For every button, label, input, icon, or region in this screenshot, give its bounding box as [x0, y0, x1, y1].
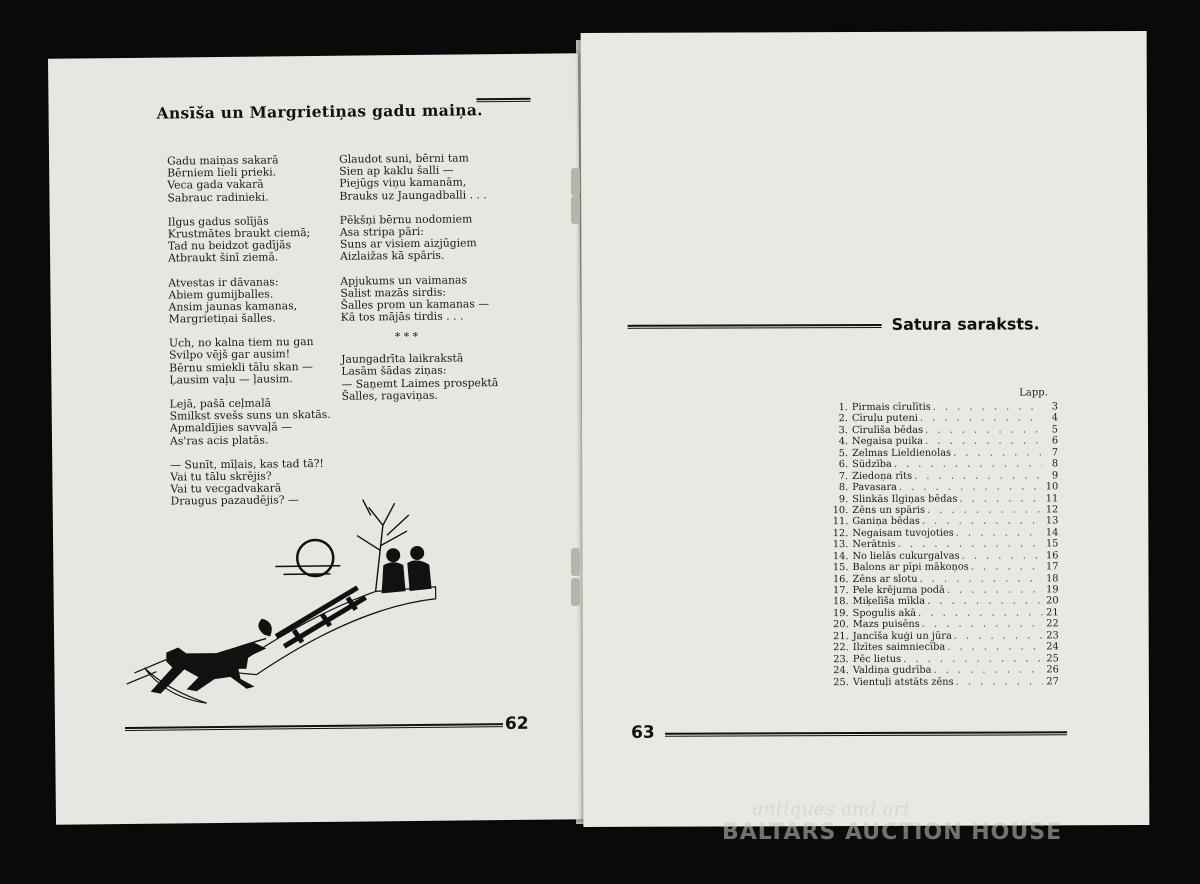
poem-line: Smilkst svešs suns un skatās.	[169, 408, 331, 423]
toc-entry	[830, 436, 1058, 448]
toc-entry	[831, 584, 1059, 596]
toc-entry	[830, 527, 1058, 539]
toc-entry-page: 21	[1046, 607, 1059, 619]
toc-entry-number: 1.	[838, 402, 848, 414]
poem-line: Tad nu beidzot gadījās	[167, 238, 292, 253]
poem-line: Šalles, ragaviņas.	[341, 388, 439, 403]
poem-line: Veca gada vakarā	[167, 177, 264, 192]
sled-dog-illustration	[125, 495, 447, 708]
toc-entry	[831, 630, 1059, 642]
toc-entry-page: 15	[1045, 538, 1059, 550]
toc-entry-number: 9.	[838, 493, 849, 505]
toc-entry-title: Cīrulīša bēdas	[851, 424, 924, 436]
stanza	[340, 274, 497, 324]
toc-entry	[830, 504, 1058, 516]
poem-line: Glaudot suni, bērni tam	[339, 151, 469, 166]
poem-line: As'ras acis platās.	[169, 433, 269, 448]
toc-page-header: Lapp.	[1019, 387, 1048, 399]
stanza	[170, 397, 331, 447]
toc-entry-page: 27	[1046, 675, 1059, 687]
toc-entry-title: No lielās cukurgalvas	[852, 550, 960, 562]
toc-entry-title: Valdiņa gudrība	[852, 664, 932, 677]
toc-entry-title: Mazs puisēns	[852, 619, 920, 631]
poem-line: — Sunīt, mīļais, kas tad tā?!	[170, 456, 324, 472]
poem-line: Gadu maiņas sakarā	[167, 153, 279, 168]
toc-entry-page: 12	[1045, 504, 1059, 516]
footer-rule	[125, 723, 503, 731]
toc-entry-title: Balons ar pīpi mākoņos	[852, 561, 969, 574]
stanza	[168, 275, 329, 325]
toc-leader-dots	[922, 516, 1042, 528]
toc-entry	[831, 653, 1059, 665]
toc-entry	[830, 447, 1058, 459]
poem-line: Bērnu smiekli tālu skan —	[169, 359, 313, 375]
poem-line: Vai tu vecgadvakarā	[170, 481, 282, 496]
toc-entry-page: 14	[1045, 527, 1059, 539]
sun-icon	[297, 540, 333, 576]
toc-entry-number: 3.	[838, 424, 849, 436]
toc-entry	[830, 470, 1058, 482]
toc-leader-dots	[918, 607, 1043, 619]
toc-entry-page: 6	[1051, 435, 1059, 447]
toc-entry-title: Pele krējuma podā	[852, 584, 945, 597]
toc-leader-dots	[947, 642, 1043, 654]
poem-line: Asa stripa pāri:	[339, 224, 424, 239]
toc-leader-dots	[933, 401, 1042, 413]
page-number: 62	[504, 713, 529, 735]
toc-entry-number: 5.	[838, 447, 849, 459]
toc-entry-page: 11	[1045, 492, 1059, 504]
toc-leader-dots	[925, 424, 1042, 436]
toc-entry	[830, 539, 1058, 551]
right-page	[581, 31, 1150, 827]
asterisk-divider: * * *	[394, 330, 419, 344]
toc-entry-title: Pēc lietus	[852, 653, 902, 665]
toc-entry-page: 18	[1046, 572, 1059, 584]
toc-entry-title: Miķelīša mīkla	[852, 596, 926, 608]
toc-entry-page: 5	[1051, 424, 1059, 436]
toc-entry-title: Negaisam tuvojoties	[852, 527, 954, 539]
toc-entry-number: 19.	[833, 607, 849, 619]
toc-entry-number: 16.	[832, 573, 849, 585]
poem-line: Svilpo vējš gar ausim!	[169, 347, 291, 362]
toc-entry-number: 24.	[833, 665, 849, 677]
toc-entry	[831, 642, 1059, 654]
stanza	[339, 152, 496, 202]
toc-entry-page: 13	[1045, 515, 1059, 527]
staple	[571, 168, 580, 196]
toc-leader-dots	[959, 493, 1042, 505]
toc-leader-dots	[920, 413, 1042, 425]
toc-entry	[830, 493, 1058, 505]
toc-entry-number: 6.	[838, 459, 849, 471]
poem-line: Draugus pazaudējis? —	[170, 493, 299, 508]
toc-leader-dots	[922, 619, 1043, 631]
toc-entry	[830, 401, 1058, 413]
toc-entry-number: 23.	[833, 653, 849, 665]
poem-line: Sien ap kaklu šalli —	[339, 163, 454, 178]
toc-entry-title: Zēns un spāris	[852, 504, 926, 516]
toc-leader-dots	[894, 459, 1042, 471]
toc-entry-page: 26	[1046, 664, 1059, 676]
poem-line: Ilgus gadus solījās	[167, 214, 269, 229]
toc-entry-title: Slinkās Ilgiņas bēdas	[852, 493, 958, 505]
poem-line: Apjukums un vaimanas	[340, 272, 468, 288]
toc-entry-title: Pirmais cīrulītis	[851, 401, 931, 414]
toc-entry-page: 4	[1051, 412, 1058, 424]
toc-leader-dots	[933, 664, 1042, 676]
poem-line: Atbraukt šinī ziemā.	[168, 250, 279, 265]
toc-entry-page: 19	[1046, 584, 1059, 596]
toc-entry-number: 25.	[833, 676, 849, 688]
poem-line: Uch, no kalna tiem nu gan	[168, 335, 314, 350]
toc-entry	[831, 619, 1059, 631]
poem-line: Atvestas ir dāvanas:	[168, 274, 279, 290]
toc-title-rule	[628, 324, 882, 329]
page-number: 63	[631, 722, 655, 743]
toc-entry-number: 15.	[832, 562, 849, 574]
toc-leader-dots	[914, 470, 1042, 482]
toc-entry-number: 18.	[832, 596, 849, 608]
toc-entry-number: 7.	[838, 470, 849, 482]
toc-entry-number: 2.	[838, 413, 848, 425]
toc-leader-dots	[903, 653, 1043, 665]
toc-entry-title: Pavasara	[852, 481, 897, 494]
stanza	[168, 215, 329, 265]
toc-entry-title: Sūdzība	[852, 459, 892, 471]
stanza	[169, 336, 330, 386]
toc-entry-page: 10	[1045, 481, 1059, 493]
poem-title: Ansīša un Margrietiņas gadu maiņa.	[156, 100, 483, 123]
watermark-tagline: antiques and art	[752, 798, 911, 820]
staple	[571, 548, 580, 576]
toc-leader-dots	[927, 596, 1043, 608]
toc-leader-dots	[962, 550, 1043, 562]
poem-column-1	[167, 154, 332, 520]
staple	[571, 578, 580, 606]
toc-entry-number: 17.	[832, 585, 849, 597]
toc-entry-number: 8.	[838, 482, 849, 494]
toc-entry	[830, 550, 1058, 562]
footer-rule	[665, 731, 1067, 736]
toc-entry-number: 22.	[833, 642, 849, 654]
poem-line: Suns ar visiem aizjūgiem	[339, 236, 477, 251]
toc-entry-number: 4.	[838, 436, 849, 448]
toc-leader-dots	[925, 436, 1042, 448]
toc-entry	[831, 607, 1059, 619]
toc-entry-title: Zelmas Lieldienolas	[852, 447, 952, 459]
toc-leader-dots	[956, 676, 1043, 688]
toc-entry-page: 9	[1051, 469, 1059, 481]
poem-line: Apmaldījies savvaļā —	[169, 420, 293, 435]
poem-line: Abiem gumijballes.	[168, 287, 274, 302]
toc-entry	[830, 561, 1058, 573]
watermark-brand: BALTARS AUCTION HOUSE	[722, 820, 1063, 845]
poem-line: Ļausim vaļu — ļausim.	[169, 372, 293, 387]
toc-entry-page: 7	[1051, 447, 1059, 459]
toc-leader-dots	[898, 539, 1043, 551]
poem-line: Salist mazās sirdis:	[340, 285, 447, 300]
poem-line: Piejūgs viņu kamanām,	[339, 175, 467, 191]
toc-entry-number: 10.	[832, 504, 849, 517]
toc-entry	[831, 664, 1059, 676]
toc-entry-number: 20.	[833, 619, 849, 631]
toc-entry	[831, 596, 1059, 608]
toc-entry	[830, 481, 1058, 493]
poem-line: Šalles prom un kamanas —	[340, 297, 490, 312]
toc-entry-page: 20	[1046, 595, 1059, 607]
poem-column-2	[339, 152, 499, 415]
stanza	[167, 154, 328, 204]
toc-entry-page: 8	[1051, 458, 1059, 470]
title-rule	[476, 98, 530, 103]
table-of-contents	[830, 401, 1059, 688]
toc-entry-number: 12.	[832, 527, 849, 539]
toc-leader-dots	[971, 562, 1043, 574]
toc-entry-page: 24	[1046, 641, 1059, 653]
toc-entry	[831, 676, 1059, 688]
toc-entry-title: Spogulis akā	[852, 607, 917, 619]
toc-entry-page: 25	[1046, 652, 1059, 664]
toc-entry-title: Vientuļi atstāts zēns	[852, 676, 954, 688]
poem-line: Lasām šādas ziņas:	[341, 364, 447, 379]
toc-leader-dots	[954, 630, 1043, 642]
toc-entry-page: 16	[1045, 550, 1059, 562]
poem-line: Margrietiņai šalles.	[168, 311, 276, 326]
poem-line: Pēkšņi bērnu nodomiem	[339, 212, 473, 227]
poem-line: Aizlaižas kā spāris.	[340, 248, 445, 264]
stanza	[340, 213, 497, 263]
children-icon	[381, 546, 431, 594]
toc-leader-dots	[947, 584, 1043, 596]
toc-entry-title: Zēns ar slotu	[852, 573, 918, 585]
toc-leader-dots	[899, 481, 1042, 493]
toc-entry-number: 13.	[832, 539, 849, 551]
poem-line: Lejā, pašā ceļmalā	[169, 396, 272, 411]
toc-entry	[830, 424, 1058, 436]
toc-entry-page: 22	[1046, 618, 1059, 630]
toc-entry-title: Nerātnis	[852, 539, 896, 551]
toc-entry-title: Jancīša kuģi un jūra	[852, 630, 952, 642]
toc-entry-number: 21.	[833, 630, 849, 642]
toc-entry-page: 3	[1051, 401, 1058, 413]
toc-entry-title: Ganiņa bēdas	[852, 516, 920, 528]
toc-leader-dots	[920, 573, 1043, 585]
poem-line: Krustmātes braukt ciemā;	[167, 225, 311, 241]
toc-leader-dots	[956, 527, 1043, 539]
toc-entry-number: 14.	[832, 550, 849, 562]
poem-line: Bērniem lieli prieki.	[167, 165, 277, 180]
left-page	[48, 53, 586, 825]
toc-entry-page: 23	[1046, 630, 1059, 642]
poem-line: Kā tos mājās tirdis . . .	[340, 309, 464, 324]
poem-line: Vai tu tālu skrējis?	[170, 469, 272, 484]
toc-entry-page: 17	[1045, 561, 1059, 573]
poem-line: — Saņemt Laimes prospektā	[341, 375, 499, 391]
stanza	[341, 352, 498, 402]
poem-line: Jaungadrīta laikrakstā	[341, 351, 464, 366]
poem-line: Ansim jaunas kamanas,	[168, 299, 298, 314]
toc-leader-dots	[927, 504, 1042, 516]
toc-entry-title: Ziedoņa rīts	[852, 470, 913, 482]
toc-leader-dots	[953, 447, 1042, 459]
toc-entry	[830, 413, 1058, 425]
toc-entry	[830, 459, 1058, 471]
poem-line: Brauks uz Jaungadballi . . .	[339, 187, 487, 203]
toc-entry	[830, 516, 1058, 528]
poem-line: Sabrauc radinieki.	[167, 190, 269, 205]
toc-entry-title: Cīruļu puteni	[851, 413, 918, 425]
toc-entry-number: 11.	[832, 516, 849, 528]
toc-entry-title: Ilzītes saimniecība	[852, 641, 946, 654]
toc-entry-title: Negaisa puika	[852, 436, 924, 448]
toc-title: Satura saraksts.	[891, 314, 1040, 334]
staple	[571, 196, 580, 224]
toc-entry	[831, 573, 1059, 585]
